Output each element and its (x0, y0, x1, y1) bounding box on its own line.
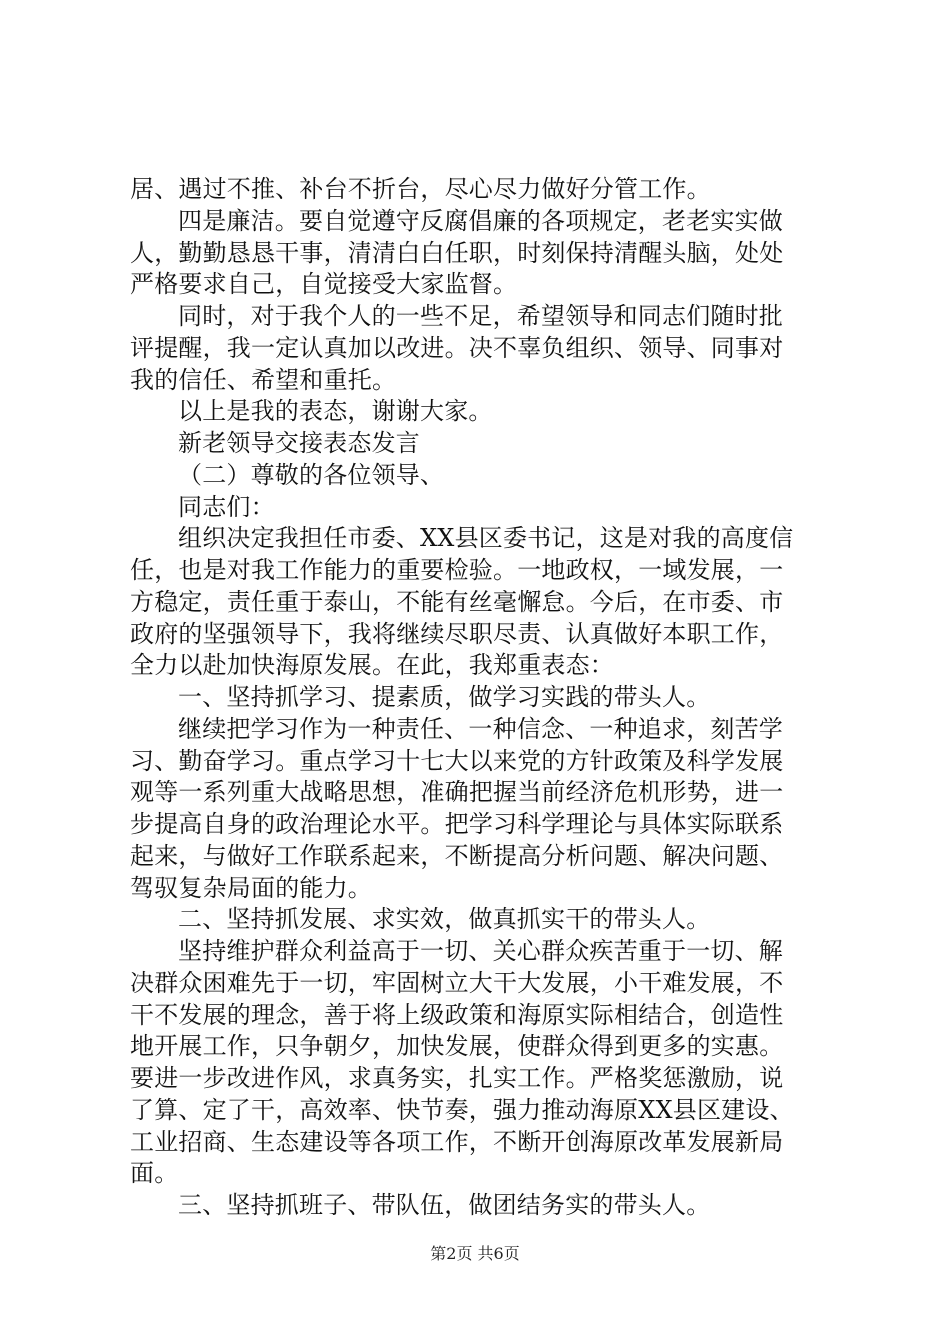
text-line: 习、勤奋学习。重点学习十七大以来党的方针政策及科学发展 (130, 747, 784, 775)
text-line: 四是廉洁。要自觉遵守反腐倡廉的各项规定，老老实实做 (178, 207, 783, 235)
text-line: 二、坚持抓发展、求实效，做真抓实干的带头人。 (178, 905, 711, 933)
text-line: 观等一系列重大战略思想，准确把握当前经济危机形势，进一 (130, 778, 784, 806)
text-line: 评提醒，我一定认真加以改进。决不辜负组织、领导、同事对 (130, 334, 784, 362)
text-line: （二）尊敬的各位领导、 (178, 461, 445, 489)
text-line: 同时，对于我个人的一些不足，希望领导和同志们随时批 (178, 302, 783, 330)
text-line: 干不发展的理念，善于将上级政策和海原实际相结合，创造性 (130, 1001, 784, 1029)
text-line: 驾驭复杂局面的能力。 (130, 874, 372, 902)
text-line: 全力以赴加快海原发展。在此，我郑重表态： (130, 651, 614, 679)
text-line: 任，也是对我工作能力的重要检验。一地政权，一域发展，一 (130, 556, 784, 584)
text-line: 一、坚持抓学习、提素质，做学习实践的带头人。 (178, 683, 711, 711)
text-line: 人，勤勤恳恳干事，清清白白任职，时刻保持清醒头脑，处处 (130, 239, 784, 267)
text-line: 三、坚持抓班子、带队伍，做团结务实的带头人。 (178, 1191, 711, 1219)
text-line: 居、遇过不推、补台不折台，尽心尽力做好分管工作。 (130, 175, 711, 203)
text-line: 以上是我的表态，谢谢大家。 (178, 397, 493, 425)
text-line: 起来，与做好工作联系起来，不断提高分析问题、解决问题、 (130, 842, 784, 870)
text-line: 新老领导交接表态发言 (178, 429, 420, 457)
page-footer: 第2页 共6页 (430, 1244, 520, 1263)
text-line: 我的信任、希望和重托。 (130, 366, 397, 394)
text-line: 同志们： (178, 493, 275, 521)
text-line: 方稳定，责任重于泰山，不能有丝毫懈怠。今后，在市委、市 (130, 588, 784, 616)
text-line: 继续把学习作为一种责任、一种信念、一种追求，刻苦学 (178, 715, 783, 743)
text-line: 地开展工作，只争朝夕，加快发展，使群众得到更多的实惠。 (130, 1032, 784, 1060)
text-line: 政府的坚强领导下，我将继续尽职尽责、认真做好本职工作， (130, 620, 784, 648)
text-line: 坚持维护群众利益高于一切、关心群众疾苦重于一切、解 (178, 937, 783, 965)
text-line: 工业招商、生态建设等各项工作，不断开创海原改革发展新局 (130, 1128, 784, 1156)
text-line: 面。 (130, 1159, 179, 1187)
text-line: 决群众困难先于一切，牢固树立大干大发展，小干难发展，不 (130, 969, 784, 997)
text-line: 严格要求自己，自觉接受大家监督。 (130, 270, 518, 298)
text-line: 组织决定我担任市委、XX县区委书记，这是对我的高度信 (178, 524, 794, 552)
text-line: 步提高自身的政治理论水平。把学习科学理论与具体实际联系 (130, 810, 784, 838)
text-line: 要进一步改进作风，求真务实，扎实工作。严格奖惩激励，说 (130, 1064, 784, 1092)
text-line: 了算、定了干，高效率、快节奏，强力推动海原XX县区建设、 (130, 1096, 794, 1124)
